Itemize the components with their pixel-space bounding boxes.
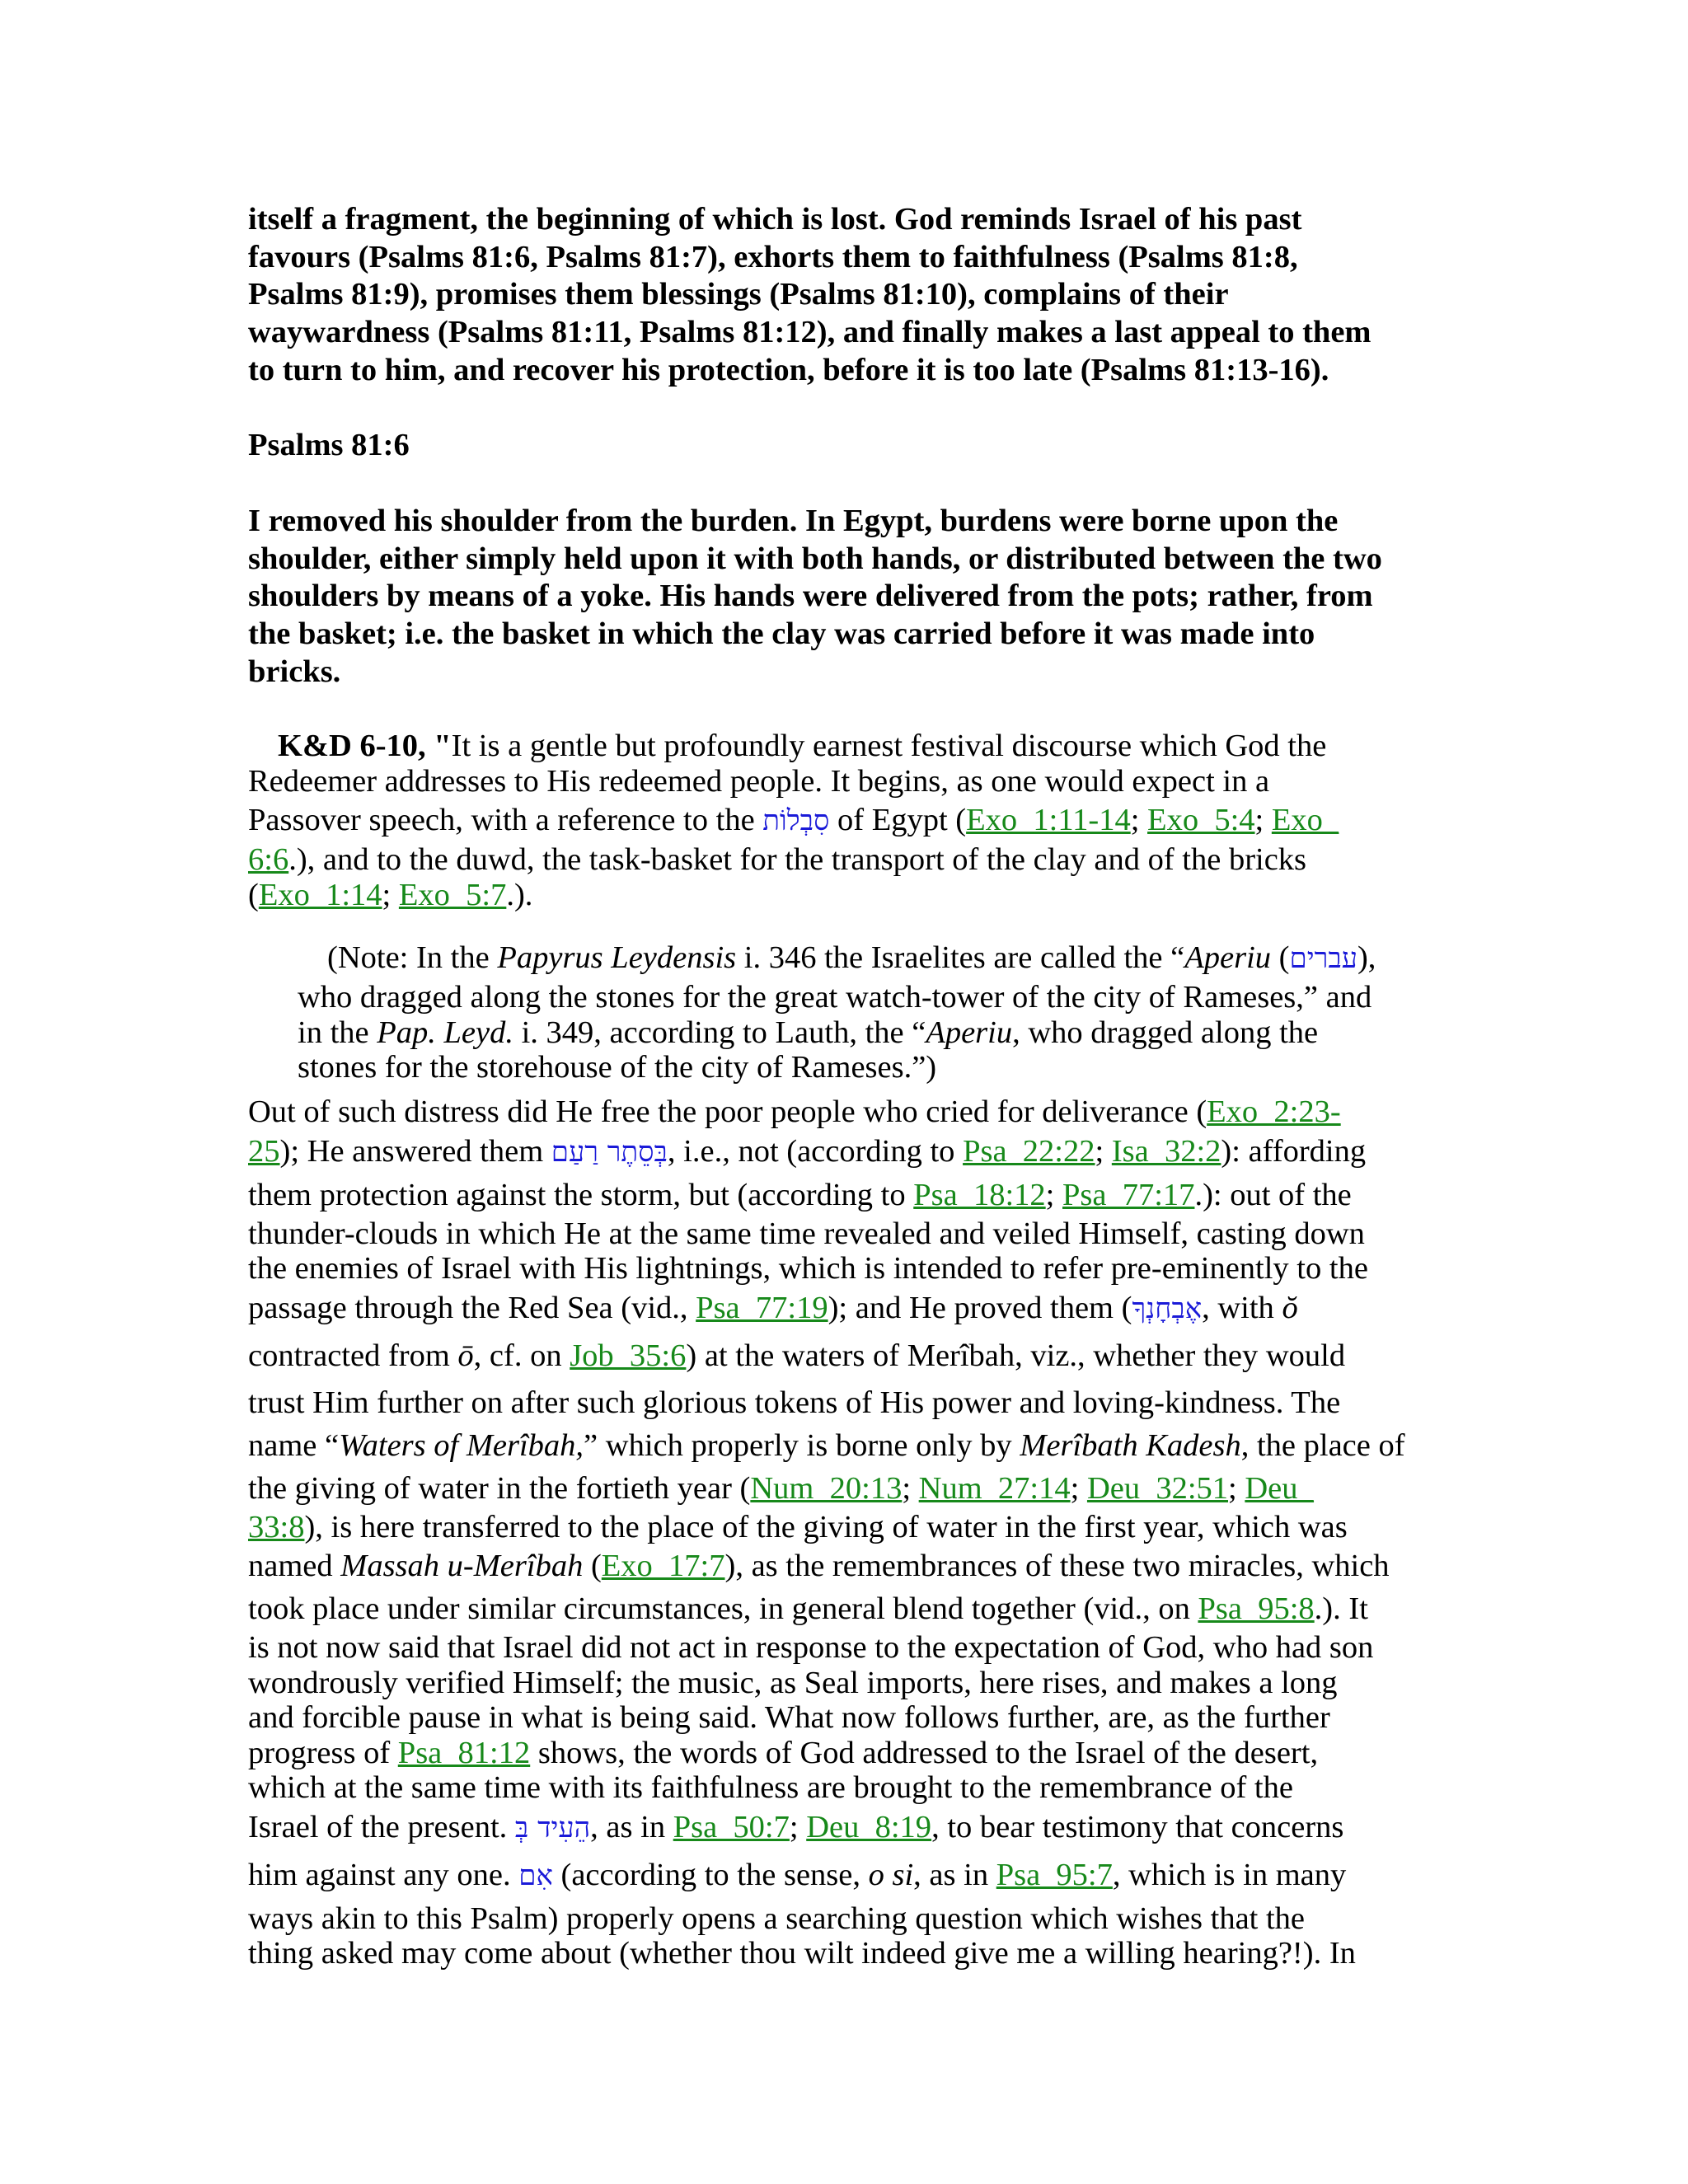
intro-line: waywardness (Psalms 81:11, Psalms 81:12), and finally makes a last appeal to them bbox=[248, 315, 1372, 350]
scripture-link[interactable]: Exo_5:4 bbox=[1147, 803, 1255, 837]
verse-comment-line: shoulders by means of a yoke. His hands were delivered from the pots; rather, from bbox=[248, 579, 1373, 614]
verse-comment-line: shoulder, either simply held upon it with both hands, or distributed between the two bbox=[248, 541, 1382, 576]
scripture-link[interactable]: Exo_1:14 bbox=[258, 877, 382, 912]
scripture-link[interactable]: Num_20:13 bbox=[750, 1470, 903, 1506]
scripture-link[interactable]: Num_27:14 bbox=[918, 1470, 1071, 1506]
verse-heading: Psalms 81:6 bbox=[248, 428, 410, 462]
intro-paragraph bbox=[248, 201, 1451, 390]
kd-label: K&D 6-10, " bbox=[278, 729, 452, 763]
scripture-link[interactable]: Deu_32:51 bbox=[1086, 1470, 1229, 1506]
hebrew-word: אִם bbox=[518, 1858, 553, 1892]
intro-line: itself a fragment, the beginning of which is lost. God reminds Israel of his past bbox=[248, 202, 1302, 237]
verse-comment-line: the basket; i.e. the basket in which the clay was carried before it was made into bbox=[248, 616, 1315, 652]
scripture-link[interactable]: Psa_77:17 bbox=[1062, 1177, 1195, 1212]
body-commentary: Out of such distress did He free the poor people who cried for deliverance (Exo_2:23- 25); He answered them בְּסֵתֶר רַעַם, i.e., not (according to Psa_22:22; Isa_32:2): affording them protection against the storm, but (according to Psa_18:12; Psa_77:17.): out of the thunder-clouds in which He at the same time revealed and veiled Himself, casting down the enemies of Israel with His lightnings, which is intended to refer pre-eminently to the passage through the Red Sea (vid., Psa_77:19); and He proved them (אֶבְחָנְךָ, with ŏ contracted from ō, cf. on Job_35:6) at the waters of Merîbah, viz., whether they would trust Him further on after such glorious tokens of His power and loving-kindness. The name “Waters of Merîbah,” which properly is borne only by Merîbath Kadesh, the place of the giving of water in the fortieth year (Num_20:13; Num_27:14; Deu_32:51; Deu_ 33:8), is here transferred to the place of the giving of water in the first year, which was named Massah u-Merîbah (Exo_17:7), as the remembrances of these two miracles, which took place under similar circumstances, in general blend together (vid., on Psa_95:8.). It is not now said that Israel did not act in response to the expectation of God, who had son wondrously verified Himself; the music, as Seal imports, here rises, and makes a long and forcible pause in what is being said. What now follows further, are, as the further progress of Psa_81:12 shows, the words of God addressed to the Israel of the desert, which at the same time with its faithfulness are brought to the remembrance of the Israel of the present. הֵעִיד בְּ, as in Psa_50:7; Deu_8:19, to bear testimony that concerns him against any one. אִם (according to the sense, o si, as in Psa_95:7, which is in many ways akin to this Psalm) properly opens a searching question which wishes that the thing asked may come about (whether thou wilt indeed give me a willing hearing?!). In bbox=[248, 1094, 1405, 1971]
scripture-link[interactable]: Exo_5:7 bbox=[398, 877, 507, 912]
hebrew-word: הֵעִיד בְּ bbox=[514, 1811, 591, 1844]
note-block: (Note: In the Papyrus Leydensis i. 346 the Israelites are called the “Aperiu (עברים), who dragged along the stones for the great watch-tower of the city of Rameses,” and in the Pap. Leyd. i. 349, according to Lauth, the “Aperiu, who dragged along the stones for the storehouse of the city of Rameses.”) bbox=[298, 940, 1376, 1085]
intro-line: Psalms 81:9), promises them blessings (Psalms 81:10), complains of their bbox=[248, 277, 1229, 312]
hebrew-word: בְּסֵתֶר רַעַם bbox=[551, 1135, 668, 1169]
intro-line: favours (Psalms 81:6, Psalms 81:7), exhorts them to faithfulness (Psalms 81:8, bbox=[248, 239, 1298, 274]
verse-comment-line: I removed his shoulder from the burden. In Egypt, burdens were borne upon the bbox=[248, 504, 1339, 538]
intro-line: to turn to him, and recover his protection, before it is too late (Psalms 81:13-16). bbox=[248, 352, 1329, 387]
scripture-link[interactable]: Psa_95:8 bbox=[1198, 1591, 1315, 1626]
kd-commentary: K&D 6-10, "It is a gentle but profoundly earnest festival discourse which God the Redeemer addresses to His redeemed people. It begins, as one would expect in a Passover speech, with a reference to the סִבְלוֹת of Egypt (Exo_1:11-14; Exo_5:4; Exo_ 6:6.), and to the duwd, the task-basket for the transport of the clay and of the bricks (Exo_1:14; Exo_5:7.). bbox=[248, 729, 1339, 912]
scripture-link[interactable]: Psa_77:19 bbox=[696, 1290, 828, 1325]
verse-comment bbox=[248, 503, 1451, 691]
scripture-link[interactable]: 33:8 bbox=[248, 1509, 305, 1544]
scripture-link[interactable]: Psa_22:22 bbox=[963, 1133, 1095, 1169]
scripture-link[interactable]: Isa_32:2 bbox=[1111, 1133, 1221, 1169]
scripture-link[interactable]: Job_35:6 bbox=[570, 1338, 687, 1373]
hebrew-word: סִבְלוֹת bbox=[762, 804, 830, 837]
scripture-link[interactable]: Exo_1:11-14 bbox=[966, 803, 1131, 837]
scripture-link[interactable]: Deu_ bbox=[1245, 1470, 1314, 1506]
hebrew-word: אֶבְחָנְךָ bbox=[1132, 1291, 1203, 1325]
scripture-link[interactable]: Psa_81:12 bbox=[397, 1735, 531, 1770]
scripture-link[interactable]: Psa_50:7 bbox=[673, 1809, 790, 1844]
scripture-link[interactable]: Psa_18:12 bbox=[913, 1177, 1046, 1212]
scripture-link[interactable]: 6:6 bbox=[248, 842, 289, 877]
scripture-link[interactable]: 25 bbox=[248, 1133, 280, 1169]
hebrew-word: עברים bbox=[1289, 942, 1357, 975]
scripture-link[interactable]: Exo_17:7 bbox=[601, 1549, 725, 1583]
scripture-link[interactable]: Psa_95:7 bbox=[996, 1857, 1113, 1892]
scripture-link[interactable]: Exo_2:23- bbox=[1207, 1094, 1341, 1129]
verse-comment-line: bricks. bbox=[248, 654, 341, 689]
scripture-link[interactable]: Deu_8:19 bbox=[806, 1809, 932, 1844]
scripture-link[interactable]: Exo_ bbox=[1271, 803, 1339, 837]
